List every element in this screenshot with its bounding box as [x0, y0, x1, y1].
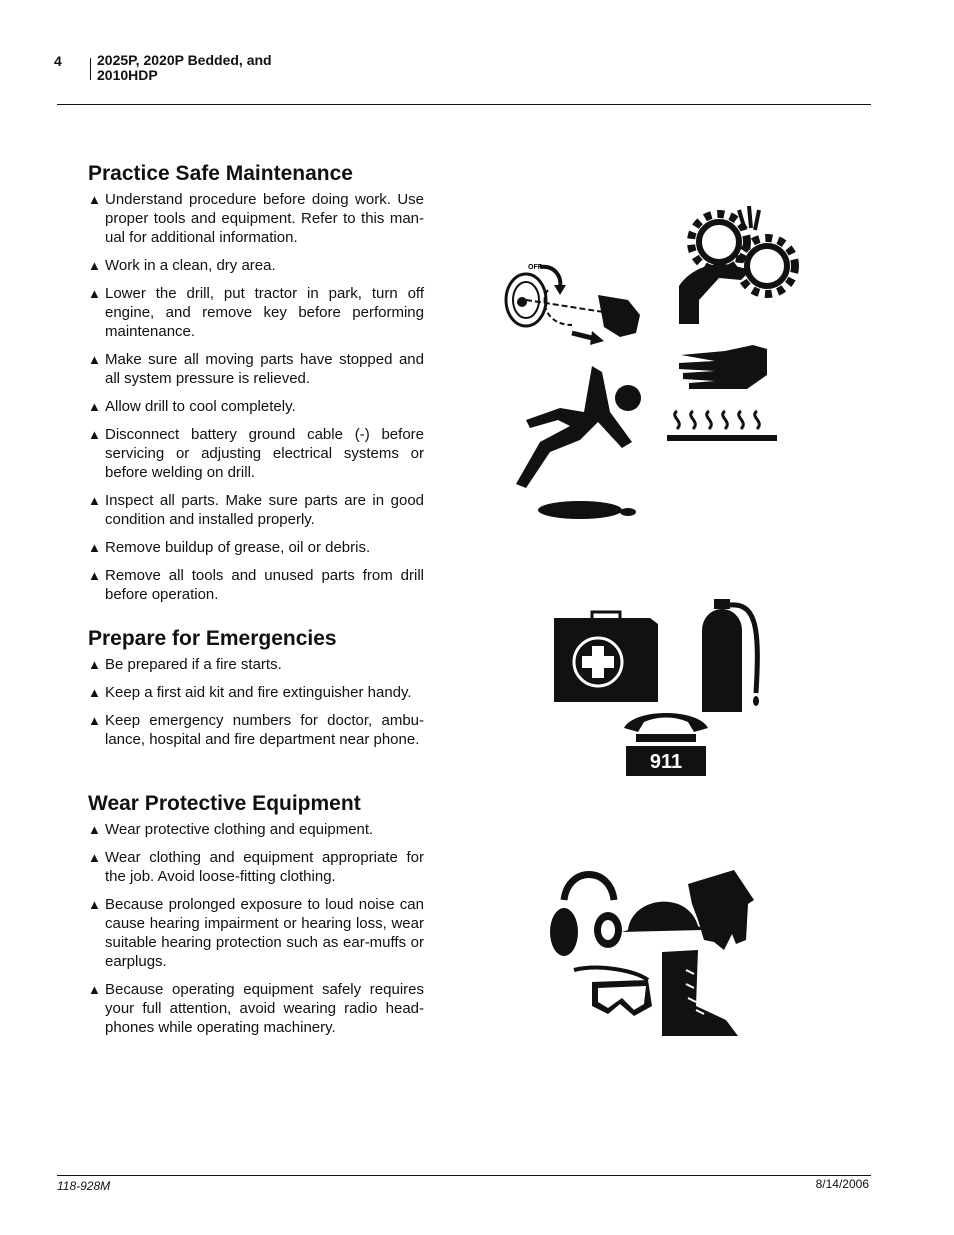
list-item-text: Keep a first aid kit and fire extinguisher handy. — [105, 684, 412, 701]
rotating-gears-hand-hazard-icon — [675, 200, 805, 328]
bullet-triangle-icon: ▲ — [88, 352, 101, 367]
bullet-triangle-icon: ▲ — [88, 286, 101, 301]
first-aid-kit-icon — [552, 610, 662, 705]
list-item — [88, 655, 424, 674]
list-item — [88, 566, 424, 604]
list-item — [88, 190, 424, 247]
list-item-text: Wear clothing and equipment appropriate for the job. Avoid loose-fitting clothing. — [105, 849, 424, 885]
emergency-phone-icon — [622, 710, 710, 778]
list-item-text: Inspect all parts. Make sure parts are in good condition and installed properly. — [105, 492, 424, 528]
list-item — [88, 848, 424, 886]
bullet-triangle-icon: ▲ — [88, 568, 101, 583]
list-item — [88, 284, 424, 341]
bullet-triangle-icon: ▲ — [88, 897, 101, 912]
list-item-text: Because operating equipment safely requires your full attention, avoid wearing radio head-phones while operating machinery. — [105, 981, 424, 1036]
list-item — [88, 256, 424, 275]
list-item — [88, 425, 424, 482]
bullet-list — [88, 655, 424, 749]
list-item-text: Understand procedure before doing work. Use proper tools and equipment. Refer to this man-ual for additional information. — [105, 191, 424, 246]
bullet-triangle-icon: ▲ — [88, 540, 101, 555]
section-title: Wear Protective Equipment — [88, 792, 361, 815]
footer-rule — [57, 1175, 871, 1176]
list-item — [88, 980, 424, 1037]
list-item — [88, 711, 424, 749]
list-item — [88, 491, 424, 529]
bullet-triangle-icon: ▲ — [88, 657, 101, 672]
list-item-text: Wear protective clothing and equipment. — [105, 821, 374, 838]
section-title: Prepare for Emergencies — [88, 627, 337, 650]
bullet-triangle-icon: ▲ — [88, 192, 101, 207]
section-protective-equipment — [88, 792, 424, 1046]
bullet-triangle-icon: ▲ — [88, 427, 101, 442]
document-title-line-2: 2010HDP — [97, 67, 158, 83]
bullet-triangle-icon: ▲ — [88, 850, 101, 865]
section-safe-maintenance — [88, 162, 424, 613]
protective-equipment-icon — [548, 860, 763, 1050]
bullet-triangle-icon: ▲ — [88, 258, 101, 273]
list-item-text: Remove buildup of grease, oil or debris. — [105, 539, 371, 556]
header-divider — [90, 58, 91, 80]
list-item — [88, 895, 424, 971]
list-item-text: Because prolonged exposure to loud noise can cause hearing impairment or hearing loss, wear suitable hearing protection such as ear-muffs or earplugs. — [105, 896, 424, 970]
bullet-triangle-icon: ▲ — [88, 822, 101, 837]
slip-hazard-icon — [510, 362, 650, 527]
section-title: Practice Safe Maintenance — [88, 162, 353, 185]
list-item — [88, 538, 424, 557]
bullet-triangle-icon: ▲ — [88, 713, 101, 728]
fire-extinguisher-icon — [698, 597, 764, 712]
bullet-triangle-icon: ▲ — [88, 399, 101, 414]
document-title — [97, 53, 272, 83]
bullet-triangle-icon: ▲ — [88, 493, 101, 508]
list-item — [88, 683, 424, 702]
emergency-number: 911 — [649, 751, 683, 773]
ignition-key-off-icon — [500, 255, 650, 350]
list-item-text: Make sure all moving parts have stopped and all system pressure is relieved. — [105, 351, 424, 387]
list-item — [88, 820, 424, 839]
list-item-text: Allow drill to cool completely. — [105, 398, 296, 415]
document-date: 8/14/2006 — [815, 1177, 869, 1191]
page-number: 4 — [54, 53, 62, 69]
list-item — [88, 350, 424, 388]
key-off-label: OFF — [528, 264, 542, 271]
bullet-triangle-icon: ▲ — [88, 685, 101, 700]
list-item-text: Disconnect battery ground cable (-) before servicing or adjusting electrical systems or before welding on drill. — [105, 426, 424, 481]
hot-surface-hazard-icon — [665, 345, 780, 445]
list-item — [88, 397, 424, 416]
section-prepare-emergencies — [88, 627, 424, 758]
list-item-text: Work in a clean, dry area. — [105, 257, 276, 274]
list-item-text: Be prepared if a fire starts. — [105, 656, 282, 673]
bullet-triangle-icon: ▲ — [88, 982, 101, 997]
document-number: 118-928M — [57, 1179, 111, 1193]
header-rule — [57, 104, 871, 105]
bullet-list — [88, 820, 424, 1037]
list-item-text: Remove all tools and unused parts from drill before operation. — [105, 567, 424, 603]
document-title-line-1: 2025P, 2020P Bedded, and — [97, 52, 272, 68]
list-item-text: Keep emergency numbers for doctor, ambu-lance, hospital and fire department near phone. — [105, 712, 424, 748]
list-item-text: Lower the drill, put tractor in park, turn off engine, and remove key before performing maintenance. — [105, 285, 424, 340]
bullet-list — [88, 190, 424, 604]
